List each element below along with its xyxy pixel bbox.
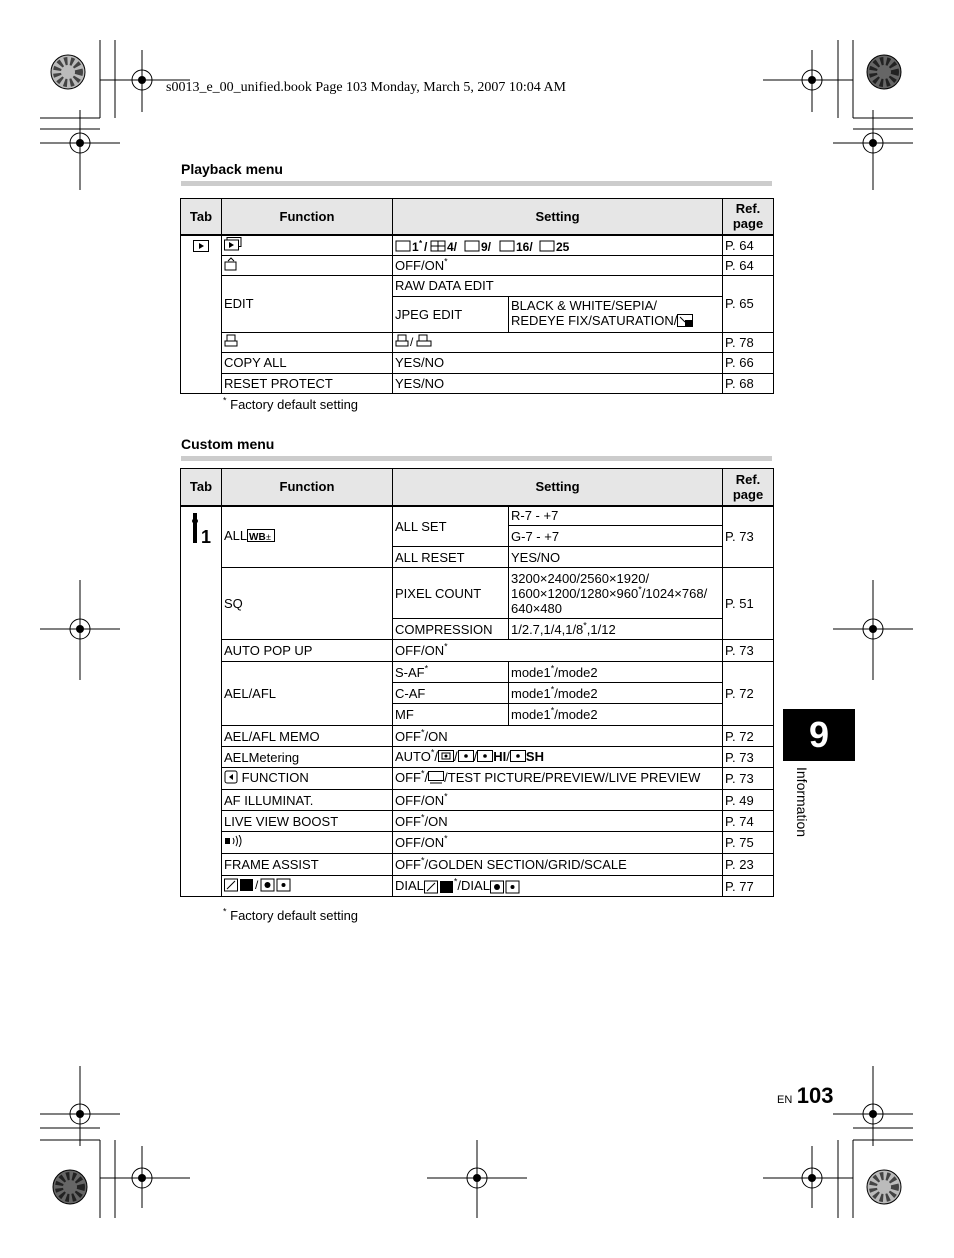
fn-button-icon (224, 770, 238, 787)
svg-text:/: / (424, 239, 428, 253)
playback-tab-icon (181, 235, 222, 394)
spot-hi-icon (477, 750, 493, 765)
ref-page: P. 68 (723, 373, 774, 393)
resize-icon (677, 314, 693, 330)
mf-value: mode1*/mode2 (509, 704, 723, 726)
index-display-setting (393, 235, 723, 256)
ref-page: P. 72 (723, 662, 774, 726)
print-order-setting (393, 332, 723, 352)
wb-g: G-7 - +7 (509, 526, 723, 547)
spot-sh-icon (510, 750, 526, 765)
ref-page: P. 51 (723, 568, 774, 640)
custom-tab-icon (181, 506, 222, 897)
col-ref: Ref. page (723, 199, 774, 235)
auto-pop-up: AUTO POP UP (222, 640, 393, 662)
dial-icon-b (490, 880, 520, 894)
fn-function-setting: OFF*/ /TEST PICTURE/PREVIEW/LIVE PREVIEW (393, 768, 723, 790)
compression-value: 1/2.7,1/4,1/8*,1/12 (509, 619, 723, 640)
ref-page: P. 73 (723, 768, 774, 790)
live-view-boost-setting: OFF*/ON (393, 811, 723, 832)
custom-table (180, 468, 774, 897)
col-function: Function (222, 199, 393, 235)
reset-protect: RESET PROTECT (222, 373, 393, 393)
section-bar (181, 181, 772, 186)
ref-page: P. 73 (723, 747, 774, 768)
dial-setting: DIAL */DIAL (393, 876, 723, 897)
c-af-value: mode1*/mode2 (509, 683, 723, 704)
ref-page: P. 73 (723, 506, 774, 568)
ref-page: P. 65 (723, 275, 774, 332)
section-bar (181, 456, 772, 461)
all-reset: ALL RESET (393, 547, 509, 568)
footnote: * Factory default setting (223, 906, 359, 923)
center-metering-icon (458, 750, 474, 765)
dial-icon-a (424, 880, 454, 894)
ref-page: P. 64 (723, 235, 774, 256)
ael-afl-memo: AEL/AFL MEMO (222, 726, 393, 747)
col-tab: Tab (181, 199, 222, 235)
copy-all-setting: YES/NO (393, 352, 723, 373)
ref-page: P. 78 (723, 332, 774, 352)
svg-text:1: 1 (412, 239, 419, 253)
ref-page: P. 64 (723, 255, 774, 275)
auto-pop-up-setting: OFF/ON* (393, 640, 723, 662)
chapter-label: Information (794, 767, 810, 838)
all-wb-function: ALL WB ± (222, 506, 393, 568)
pixel-count-value: 3200×2400/2560×1920/ 1600×1200/1280×960*/1024×768/ 640×480 (509, 568, 723, 619)
svg-text:25: 25 (556, 239, 570, 253)
svg-text:WB: WB (249, 532, 266, 543)
dial-mode-icons (224, 878, 294, 892)
af-illuminat: AF ILLUMINAT. (222, 790, 393, 811)
jpeg-edit: JPEG EDIT (393, 296, 509, 332)
beep-icon (222, 832, 393, 854)
slideshow-icon (222, 235, 393, 256)
s-af: S-AF* (393, 662, 509, 683)
live-view-boost: LIVE VIEW BOOST (222, 811, 393, 832)
page-number: EN 103 (777, 1083, 834, 1108)
frame-assist-setting: OFF*/GOLDEN SECTION/GRID/SCALE (393, 854, 723, 876)
ref-page: P. 74 (723, 811, 774, 832)
ref-page: P. 49 (723, 790, 774, 811)
wb-r: R-7 - +7 (509, 506, 723, 526)
footnote: * Factory default setting (223, 395, 359, 412)
ref-page: P. 73 (723, 640, 774, 662)
ael-afl-memo-setting: OFF*/ON (393, 726, 723, 747)
sq-function: SQ (222, 568, 393, 640)
book-header: s0013_e_00_unified.book Page 103 Monday, March 5, 2007 10:04 AM (166, 80, 566, 95)
compression: COMPRESSION (393, 619, 509, 640)
svg-text:1: 1 (201, 526, 212, 547)
svg-text:/: / (255, 877, 259, 892)
ref-page: P. 66 (723, 352, 774, 373)
dial-function (222, 876, 393, 897)
mf: MF (393, 704, 509, 726)
print-order-all-icon (395, 334, 435, 348)
svg-text:/: / (410, 334, 414, 348)
fn-function: FUNCTION (222, 768, 393, 790)
svg-text:4/: 4/ (447, 239, 458, 253)
col-function: Function (222, 469, 393, 506)
edit-function: EDIT (222, 275, 393, 332)
svg-text:*: * (419, 238, 423, 248)
frame-assist: FRAME ASSIST (222, 854, 393, 876)
ref-page: P. 77 (723, 876, 774, 897)
ael-metering: AELMetering (222, 747, 393, 768)
print-order-icon (222, 332, 393, 352)
index-display-icon (395, 239, 571, 253)
beep-setting: OFF/ON* (393, 832, 723, 854)
col-ref: Ref. page (723, 469, 774, 506)
ael-metering-setting: AUTO*/ / / HI/ SH (393, 747, 723, 768)
ael-afl: AEL/AFL (222, 662, 393, 726)
s-af-value: mode1*/mode2 (509, 662, 723, 683)
raw-data-edit: RAW DATA EDIT (393, 275, 723, 296)
svg-text:±: ± (266, 532, 272, 543)
ref-page: P. 72 (723, 726, 774, 747)
copy-all: COPY ALL (222, 352, 393, 373)
esp-metering-icon (438, 750, 454, 765)
reset-protect-setting: YES/NO (393, 373, 723, 393)
all-set: ALL SET (393, 506, 509, 547)
ref-page: P. 23 (723, 854, 774, 876)
c-af: C-AF (393, 683, 509, 704)
jpeg-edit-setting: BLACK & WHITE/SEPIA/ REDEYE FIX/SATURATION/ (509, 296, 723, 332)
chapter-tab: 9 (783, 709, 855, 761)
col-setting: Setting (393, 199, 723, 235)
col-setting: Setting (393, 469, 723, 506)
af-illuminat-setting: OFF/ON* (393, 790, 723, 811)
pixel-count: PIXEL COUNT (393, 568, 509, 619)
section-title-playback: Playback menu (181, 161, 283, 177)
svg-text:16/: 16/ (516, 239, 533, 253)
ref-page: P. 75 (723, 832, 774, 854)
section-title-custom: Custom menu (181, 436, 275, 452)
all-reset-value: YES/NO (509, 547, 723, 568)
svg-text:9/: 9/ (481, 239, 492, 253)
rotate-setting: OFF/ON* (393, 255, 723, 275)
col-tab: Tab (181, 469, 222, 506)
rotate-icon (222, 255, 393, 275)
wb-icon (247, 529, 275, 545)
face-detect-icon (428, 771, 444, 787)
playback-table (180, 198, 774, 394)
